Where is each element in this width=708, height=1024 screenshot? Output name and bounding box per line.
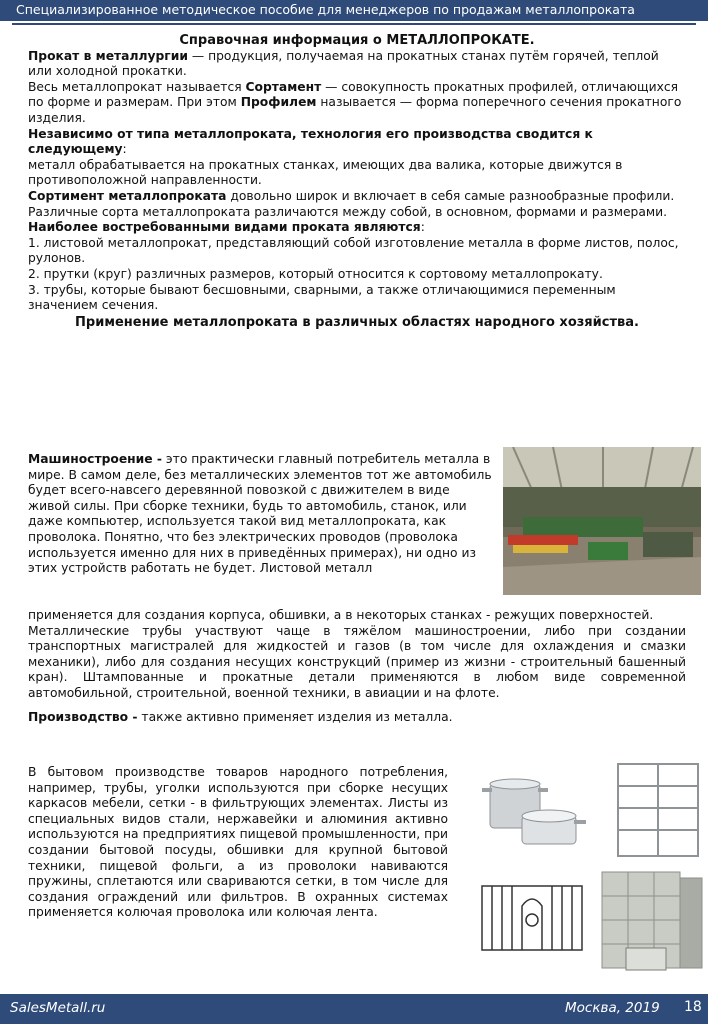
paragraph [28, 452, 494, 577]
paragraph: Металлические трубы участвуют чаще в тяжёлом машиностроении, либо при создании транспортных магистралей для жидкостей и газов (в том числе для охлаждения и смазки механики), либо для создания несущих конструкций (пример из жизни - строительный башенный кран). Штампованные и прокатные детали применяются в любом виде современной автомобильной, строительной, военной техники, в авиации и на флоте. [28, 623, 686, 700]
text: — совокупность прокатных профилей, отличающихся по форме и размерам. При этом [28, 79, 679, 110]
factory-photo [503, 447, 701, 595]
paragraph [28, 49, 686, 80]
paragraph [28, 80, 686, 127]
text: — продукция, получаемая на прокатных станах путём горячей, теплой или холодной прокатки. [28, 48, 659, 79]
term: Наиболее востребованными видами проката являются [28, 220, 421, 235]
term: Прокат в металлургии [28, 48, 188, 63]
text: также активно применяет изделия из металла. [137, 709, 453, 724]
term: Сортамент [245, 79, 322, 94]
list-item: 3. трубы, которые бывают бесшовными, сварными, а также отличающимися переменным значением сечения. [28, 282, 616, 313]
text: довольно широк и включает в себя самые разнообразные профили. [226, 188, 675, 203]
section-title: Справочная информация о МЕТАЛЛОПРОКАТЕ. [179, 33, 535, 48]
term: Сортимент металлопроката [28, 188, 227, 203]
machine-paragraph-top [28, 452, 494, 577]
footer-site: SalesMetall.ru [10, 1000, 106, 1016]
term: Профилем [240, 95, 317, 110]
paragraph: Различные сорта металлопроката различаются между собой, в основном, формами и размерами. [28, 204, 668, 219]
text: это практически главный потребитель металла в мире. В самом деле, без металлических элементов тот же автомобиль будет всего-навсего деревянной повозкой с движителем в виде живой силы. При сборке техники, будь то автомобиль, станок, или даже компьютер, используется такой вид металлопроката, как проволока. Понятно, что без электрических проводов (проволока используется именно для них в приведённых примерах), ни одно из этих устройств работать не будет. Листовой металл [28, 452, 492, 576]
header-bar [0, 0, 708, 21]
text: : [122, 142, 127, 157]
footer-bar [0, 994, 708, 1024]
term: Независимо от типа металлопроката, технология его производства сводится к следующему [28, 126, 593, 157]
term: Производство - [28, 709, 138, 724]
document-body [28, 33, 686, 331]
production-paragraph: В бытовом производстве товаров народного потребления, например, трубы, уголки используются при сборке несущих каркасов мебели, сетки - в фильтрующих элементах. Листы из специальных видов стали, нержавейки и алюминия активно используются на предприятиях пищевой промышленности, при создании бытовой посуды, обшивки для крупной бытовой техники, пищевой фольги, а из проволоки навиваются пружины, сплетаются или свариваются сетки, в том числе для создания ограждений или фильтров. В охранных системах применяется колючая проволока или колючая лента. [28, 765, 448, 920]
footer-city-year: Москва, 2019 [565, 1000, 660, 1016]
header-rule [12, 23, 696, 25]
text: Весь металлопрокат называется [28, 79, 246, 94]
text: называется — форма поперечного сечения прокатного изделия. [28, 95, 682, 125]
page-number: 18 [684, 999, 702, 1015]
cookware-photo [478, 770, 590, 854]
text: применяется для создания корпуса, обшивки, а в некоторых станках - режущих поверхностей. [28, 608, 654, 622]
paragraph [28, 220, 686, 236]
term: Машиностроение - [28, 452, 162, 466]
shelving-photo [612, 760, 704, 860]
paragraph [28, 127, 686, 158]
fence-photo [478, 876, 586, 956]
paragraph: металл обрабатывается на прокатных станках, имеющих два валика, которые движутся в противоположной направленности. [28, 157, 623, 188]
section-title: Применение металлопроката в различных областях народного хозяйства. [75, 314, 639, 330]
text: : [420, 220, 425, 235]
machine-paragraph-bottom [28, 608, 686, 725]
cabinet-photo [596, 868, 706, 978]
paragraph [28, 189, 686, 205]
list-item: 2. прутки (круг) различных размеров, который относится к сортовому металлопрокату. [28, 266, 603, 281]
paragraph [28, 710, 686, 726]
header-title: Специализированное методическое пособие для менеджеров по продажам металлопроката [16, 2, 635, 17]
list-item: 1. листовой металлопрокат, представляющий собой изготовление металла в форме листов, полос, рулонов. [28, 235, 679, 266]
